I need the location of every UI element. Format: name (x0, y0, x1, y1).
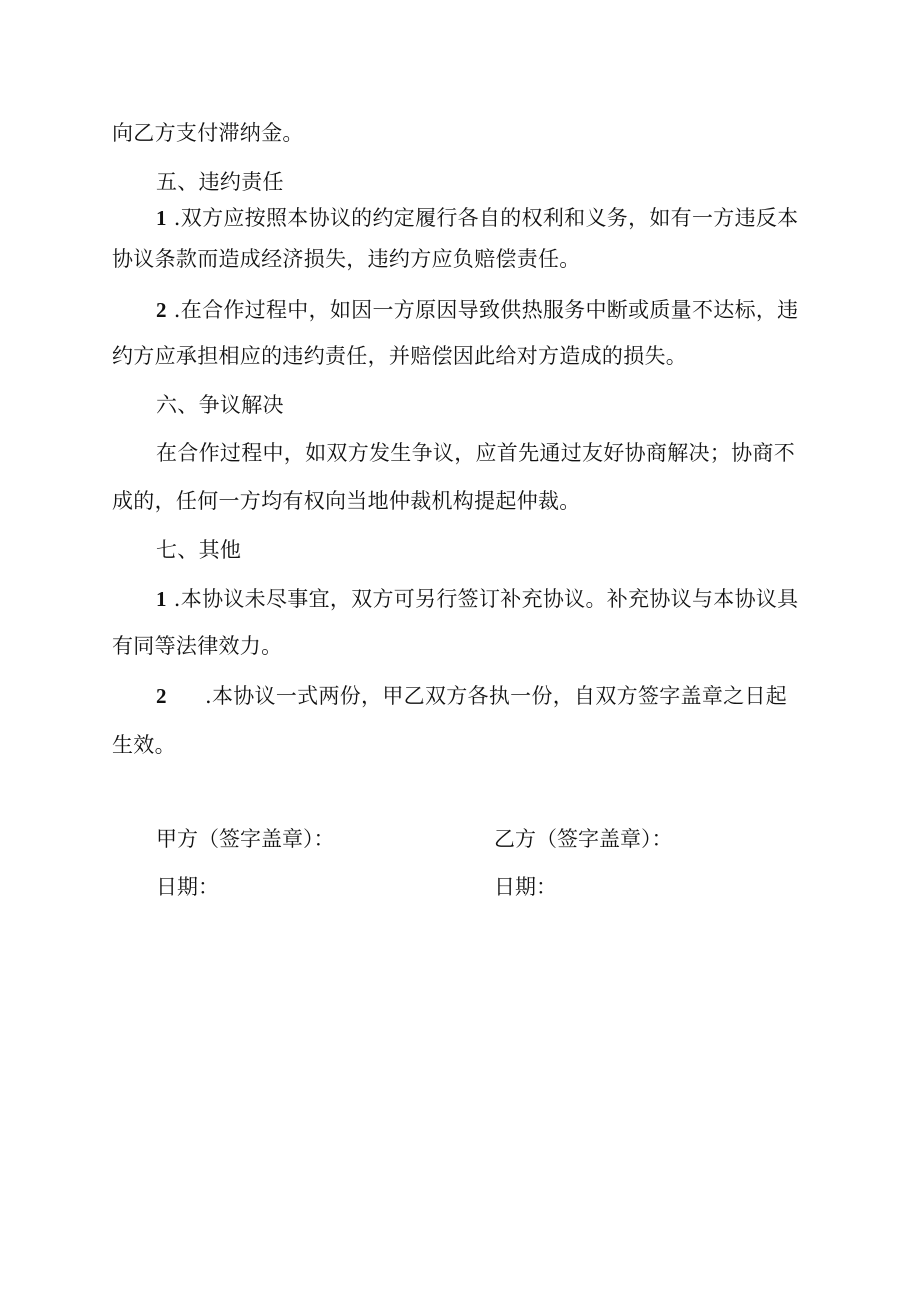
paragraph-continuation: 向乙方支付滞纳金。 (112, 121, 304, 145)
party-b-date-label: 日期： (494, 875, 557, 899)
clause-text: .双方应按照本协议的约定履行各自的权利和义务，如有一方违反本 (173, 206, 799, 230)
clause-number: 1 (156, 587, 167, 611)
clause-number: 1 (156, 206, 167, 230)
section-heading-breach: 五、违约责任 (156, 170, 284, 194)
clause-text: .在合作过程中，如因一方原因导致供热服务中断或质量不达标，违 (173, 298, 799, 322)
clause-text: .本协议未尽事宜，双方可另行签订补充协议。补充协议与本协议具 (173, 587, 799, 611)
clause-number: 2 (156, 298, 167, 322)
dispute-paragraph-line-2: 成的，任何一方均有权向当地仲裁机构提起仲裁。 (112, 489, 581, 513)
dispute-paragraph-line-1: 在合作过程中，如双方发生争议，应首先通过友好协商解决；协商不 (156, 441, 795, 465)
party-a-date-label: 日期： (156, 875, 219, 899)
section-heading-dispute: 六、争议解决 (156, 393, 284, 417)
party-b-signature-label: 乙方（签字盖章）： (494, 827, 673, 851)
clause-5-2-line-2: 约方应承担相应的违约责任，并赔偿因此给对方造成的损失。 (112, 344, 688, 368)
clause-7-1-line-2: 有同等法律效力。 (112, 634, 283, 658)
clause-number: 2 (156, 684, 167, 708)
clause-7-2-line-1 (156, 681, 787, 711)
clause-5-1-line-1 (156, 203, 798, 233)
clause-5-2-line-1 (156, 295, 798, 325)
clause-7-2-line-2: 生效。 (112, 733, 176, 757)
clause-text: .本协议一式两份，甲乙双方各执一份，自双方签字盖章之日起 (204, 684, 788, 708)
clause-7-1-line-1 (156, 584, 798, 614)
section-heading-other: 七、其他 (156, 538, 242, 562)
party-a-signature-label: 甲方（签字盖章）： (156, 827, 335, 851)
clause-5-1-line-2: 协议条款而造成经济损失，违约方应负赔偿责任。 (112, 247, 581, 271)
